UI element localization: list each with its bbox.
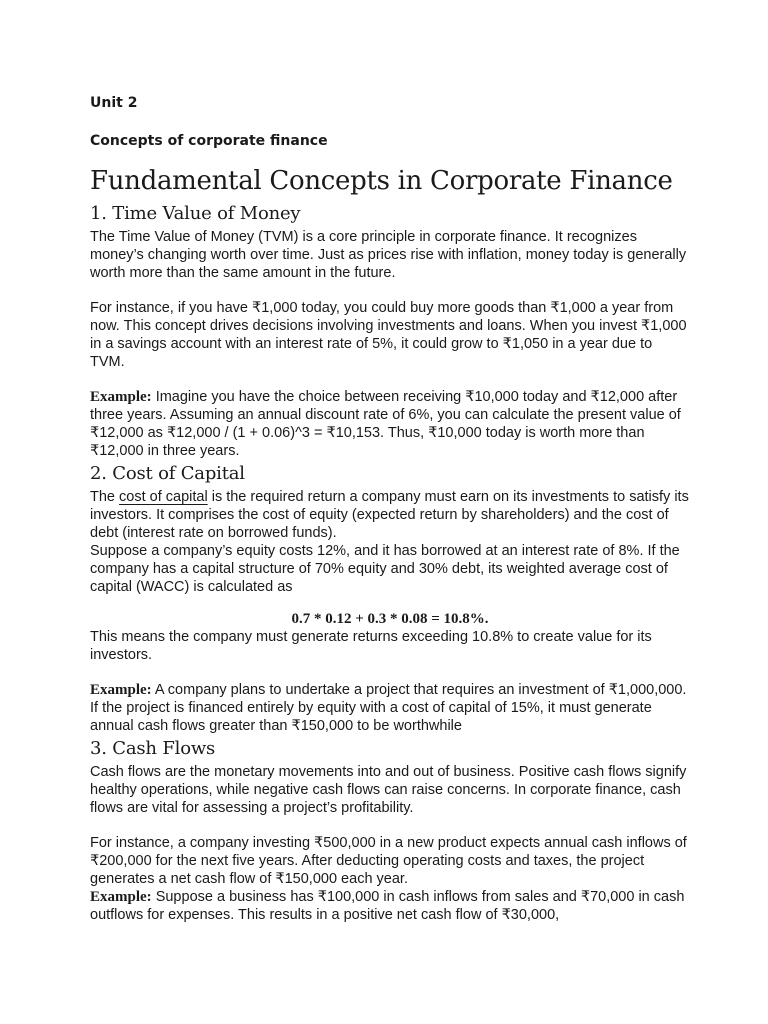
paragraph: The Time Value of Money (TVM) is a core principle in corporate finance. It recognizes money’s changing worth over time. Just as prices rise with inflation, money today is generally worth more than the same amount in the future. — [90, 229, 687, 281]
paragraph: Suppose a company’s equity costs 12%, and it has borrowed at an interest rate of 8%. If the company has a capital structure of 70% equity and 30% debt, its weighted average cost of capital (WACC) is calculated as — [90, 543, 680, 595]
section-cost-of-capital — [90, 462, 690, 735]
cost-of-capital-link[interactable]: cost of capital — [119, 489, 208, 505]
example-text: Imagine you have the choice between receiving ₹10,000 today and ₹12,000 after three years. Assuming an annual discount rate of 6%, you can calculate the present value of ₹12,000 as ₹12,000 / (1 + 0.06)^3 = ₹10,153. Thus, ₹10,000 today is worth more than ₹12,000 in three years. — [90, 389, 681, 459]
wacc-formula: 0.7 * 0.12 + 0.3 * 0.08 = 10.8%. — [291, 611, 489, 627]
section-heading: 1. Time Value of Money — [90, 203, 301, 224]
example-label: Example: — [90, 889, 152, 905]
section-heading: 2. Cost of Capital — [90, 463, 245, 484]
text-span: is the required return a company must earn on its investments to satisfy its investors. It comprises the cost of equity (expected return by shareholders) and the cost of debt (interest rate on borrowed funds). — [90, 489, 689, 541]
section-cash-flows — [90, 737, 690, 924]
example-paragraph — [90, 388, 690, 460]
example-label: Example: — [90, 682, 152, 698]
unit-label: Unit 2 — [90, 95, 138, 111]
paragraph: This means the company must generate returns exceeding 10.8% to create value for its investors. — [90, 629, 652, 663]
document-subtitle: Concepts of corporate finance — [90, 133, 328, 149]
example-label: Example: — [90, 389, 152, 405]
section-time-value-of-money — [90, 202, 690, 460]
paragraph: Cash flows are the monetary movements into and out of business. Positive cash flows signify healthy operations, while negative cash flows can raise concerns. In corporate finance, cash flows are vital for assessing a project’s profitability. — [90, 764, 687, 816]
example-paragraph — [90, 681, 690, 735]
paragraph: For instance, a company investing ₹500,000 in a new product expects annual cash inflows of ₹200,000 for the next five years. After deducting operating costs and taxes, the project generates a net cash flow of ₹150,000 each year. — [90, 835, 687, 887]
paragraph — [90, 488, 690, 542]
paragraph: For instance, if you have ₹1,000 today, you could buy more goods than ₹1,000 a year from now. This concept drives decisions involving investments and loans. When you invest ₹1,000 in a savings account with an interest rate of 5%, it could grow to ₹1,050 in a year due to TVM. — [90, 300, 687, 370]
example-text: A company plans to undertake a project that requires an investment of ₹1,000,000. If the project is financed entirely by equity with a cost of capital of 15%, it must generate annual cash flows greater than ₹150,000 to be worthwhile — [90, 682, 687, 734]
example-text: Suppose a business has ₹100,000 in cash inflows from sales and ₹70,000 in cash outflows for expenses. This results in a positive net cash flow of ₹30,000, — [90, 889, 685, 923]
document-title: Fundamental Concepts in Corporate Finance — [90, 166, 673, 196]
section-heading: 3. Cash Flows — [90, 738, 216, 759]
document-page — [90, 94, 690, 924]
example-paragraph — [90, 888, 690, 924]
text-span: The — [90, 489, 120, 505]
